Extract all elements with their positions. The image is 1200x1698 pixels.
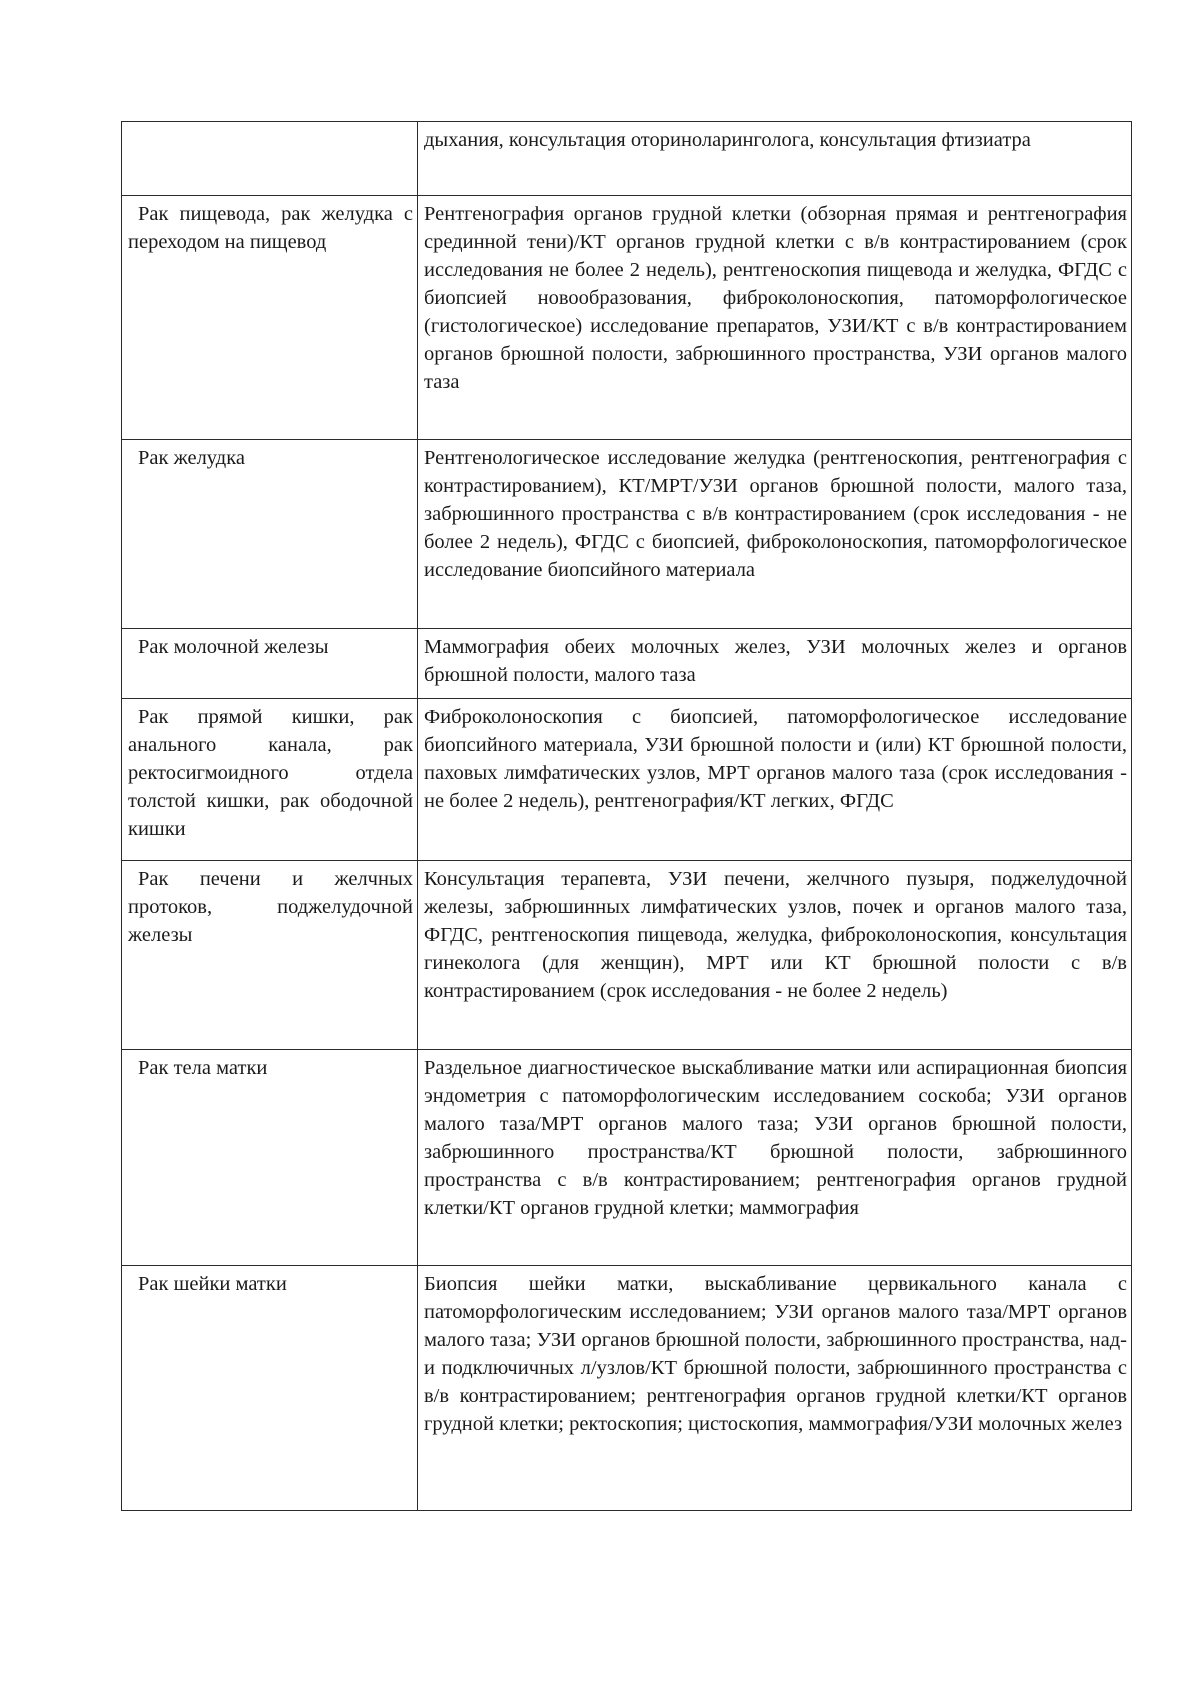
table-row bbox=[122, 861, 1132, 1050]
examinations-cell bbox=[418, 1050, 1132, 1266]
table-row bbox=[122, 196, 1132, 440]
examinations-text: Фиброколоноскопия с биопсией, патоморфологическое исследование биопсийного материала, УЗИ брюшной полости и (или) КТ брюшной полости, паховых лимфатических узлов, МРТ органов малого таза (срок исследования - не более 2 недель), рентгенография/КТ легких, ФГДС bbox=[424, 706, 1127, 812]
diagnosis-cell bbox=[122, 1050, 418, 1266]
table-row bbox=[122, 1266, 1132, 1511]
diagnosis-cell bbox=[122, 122, 418, 196]
table-row bbox=[122, 440, 1132, 629]
examinations-cell bbox=[418, 699, 1132, 861]
table-row bbox=[122, 122, 1132, 196]
diagnosis-text: Рак тела матки bbox=[138, 1057, 268, 1079]
table-row bbox=[122, 699, 1132, 861]
diagnosis-text: Рак шейки матки bbox=[138, 1273, 287, 1295]
diagnosis-text: Рак пищевода, рак желудка с переходом на пищевод bbox=[128, 203, 413, 253]
examinations-cell bbox=[418, 629, 1132, 699]
diagnosis-cell bbox=[122, 861, 418, 1050]
examinations-cell bbox=[418, 196, 1132, 440]
examinations-cell bbox=[418, 122, 1132, 196]
examinations-text: Маммография обеих молочных желез, УЗИ молочных желез и органов брюшной полости, малого таза bbox=[424, 636, 1127, 686]
table-row bbox=[122, 1050, 1132, 1266]
diagnosis-cell bbox=[122, 440, 418, 629]
examinations-text: дыхания, консультация оториноларинголога, консультация фтизиатра bbox=[424, 129, 1031, 151]
diagnosis-text: Рак желудка bbox=[138, 447, 245, 469]
examinations-text: Рентгенография органов грудной клетки (обзорная прямая и рентгенография срединной тени)/КТ органов грудной клетки с в/в контрастированием (срок исследования не более 2 недель), рентгеноскопия пищевода и желудка, ФГДС с биопсией новообразования, фиброколоноскопия, патоморфологическое (гистологическое) исследование препаратов, УЗИ/КТ с в/в контрастированием органов брюшной полости, забрюшинного пространства, УЗИ органов малого таза bbox=[424, 203, 1127, 393]
examinations-cell bbox=[418, 440, 1132, 629]
diagnosis-text: Рак печени и желчных протоков, поджелудочной железы bbox=[128, 868, 413, 946]
diagnostics-table bbox=[121, 121, 1132, 1511]
diagnosis-cell bbox=[122, 629, 418, 699]
table-row bbox=[122, 629, 1132, 699]
diagnosis-cell bbox=[122, 699, 418, 861]
diagnosis-text: Рак прямой кишки, рак анального канала, рак ректосигмоидного отдела толстой кишки, рак ободочной кишки bbox=[128, 706, 413, 840]
examinations-cell bbox=[418, 1266, 1132, 1511]
diagnosis-cell bbox=[122, 1266, 418, 1511]
diagnosis-cell bbox=[122, 196, 418, 440]
examinations-text: Биопсия шейки матки, выскабливание цервикального канала с патоморфологическим исследованием; УЗИ органов малого таза/МРТ органов малого таза; УЗИ органов брюшной полости, забрюшинного пространства, над- и подключичных л/узлов/КТ брюшной полости, забрюшинного пространства с в/в контрастированием; рентгенография органов грудной клетки/КТ органов грудной клетки; ректоскопия; цистоскопия, маммография/УЗИ молочных желез bbox=[424, 1273, 1127, 1435]
examinations-text: Рентгенологическое исследование желудка (рентгеноскопия, рентгенография с контрастированием), КТ/МРТ/УЗИ органов брюшной полости, малого таза, забрюшинного пространства с в/в контрастированием (срок исследования - не более 2 недель), ФГДС с биопсией, фиброколоноскопия, патоморфологическое исследование биопсийного материала bbox=[424, 447, 1127, 581]
diagnosis-text: Рак молочной железы bbox=[138, 636, 329, 658]
examinations-text: Раздельное диагностическое выскабливание матки или аспирационная биопсия эндометрия с патоморфологическим исследованием соскоба; УЗИ органов малого таза/МРТ органов малого таза; УЗИ органов брюшной полости, забрюшинного пространства/КТ брюшной полости, забрюшинного пространства с в/в контрастированием; рентгенография органов грудной клетки/КТ органов грудной клетки; маммография bbox=[424, 1057, 1127, 1219]
examinations-cell bbox=[418, 861, 1132, 1050]
examinations-text: Консультация терапевта, УЗИ печени, желчного пузыря, поджелудочной железы, забрюшинных лимфатических узлов, почек и органов малого таза, ФГДС, рентгеноскопия пищевода, желудка, фиброколоноскопия, консультация гинеколога (для женщин), МРТ или КТ брюшной полости с в/в контрастированием (срок исследования - не более 2 недель) bbox=[424, 868, 1127, 1002]
